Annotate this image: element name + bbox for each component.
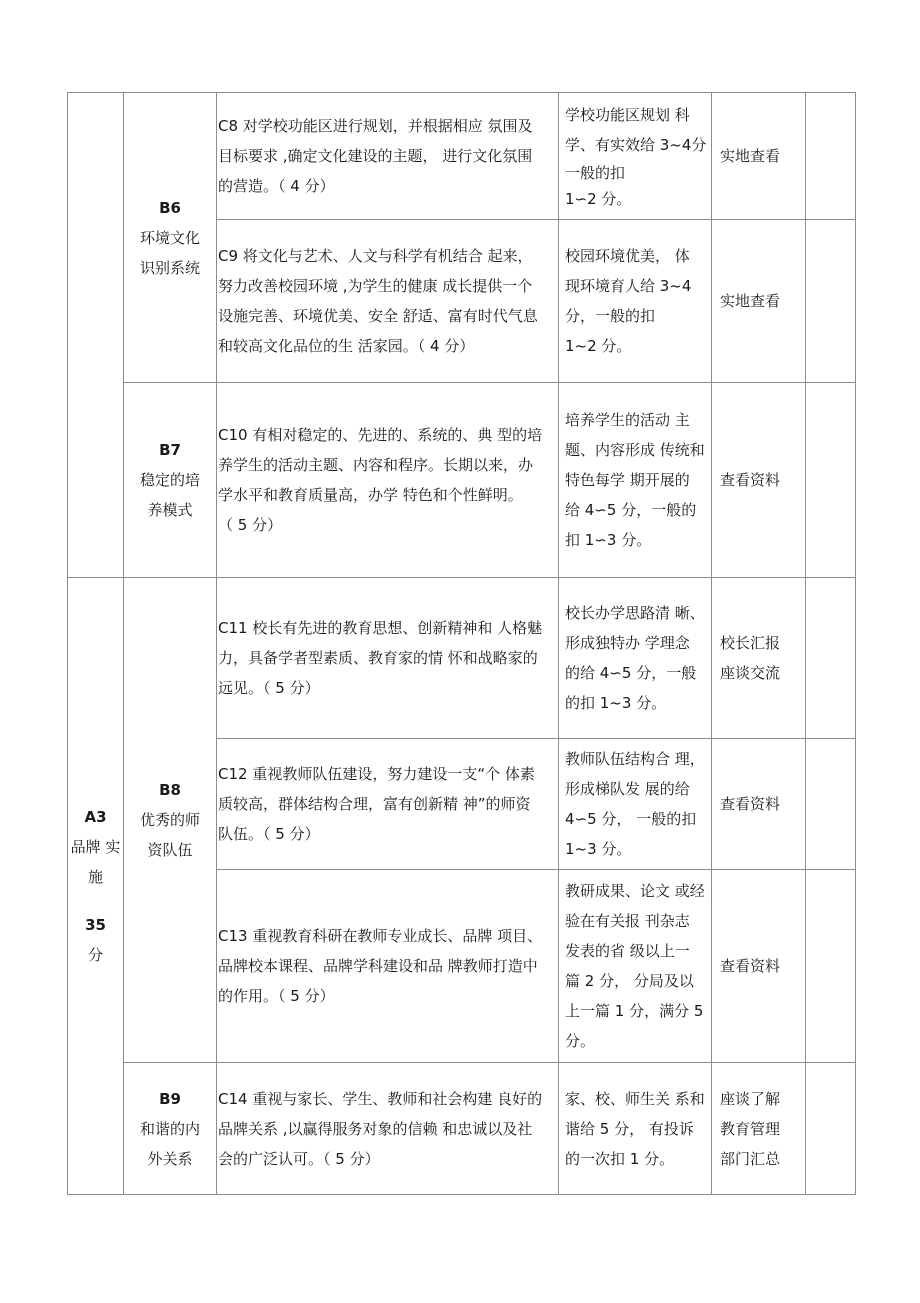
table-row bbox=[68, 93, 856, 220]
category-name: 优秀的师 bbox=[139, 811, 200, 829]
a3-points: 35 bbox=[85, 916, 106, 934]
score-cell-c12 bbox=[806, 739, 856, 870]
scoring-c9: 校园环境优美， 体 现环境育人给 3~4 分，一般的扣 1~2 分。 bbox=[559, 220, 712, 383]
category-b8-cell bbox=[124, 578, 217, 1063]
method-c14: 座谈了解 教育管理 部门汇总 bbox=[712, 1063, 806, 1195]
category-b6-cell bbox=[124, 93, 217, 383]
scoring-c13: 教研成果、论文 或经 验在有关报 刊杂志 发表的省 级以上一 篇 2 分， 分局及以 上一篇 1 分，满分 5 分。 bbox=[559, 870, 712, 1063]
a3-code: A3 bbox=[84, 808, 107, 826]
criterion-c13: C13 重视教育科研在教师专业成长、品牌 项目、 品牌校本课程、品牌学科建设和品 牌教师打造中 的作用。（ 5 分） bbox=[217, 870, 559, 1063]
a3-name: 施 bbox=[87, 868, 103, 886]
criterion-c9: C9 将文化与艺术、人文与科学有机结合 起来， 努力改善校园环境 ,为学生的健康 成长提供一个 设施完善、环境优美、安全 舒适、富有时代气息 和较高文化品位的生 活家园。（ 4 分） bbox=[217, 220, 559, 383]
category-name: 稳定的培 bbox=[139, 471, 200, 489]
criterion-c10: C10 有相对稳定的、先进的、系统的、典 型的培 养学生的活动主题、内容和程序。长期以来，办 学水平和教育质量高，办学 特色和个性鲜明。 （ 5 分） bbox=[217, 383, 559, 578]
category-code: B9 bbox=[159, 1089, 181, 1108]
score-cell-c14 bbox=[806, 1063, 856, 1195]
scoring-c12: 教师队伍结构合 理， 形成梯队发 展的给 4∽5 分， 一般的扣 1~3 分。 bbox=[559, 739, 712, 870]
method-c11: 校长汇报 座谈交流 bbox=[712, 578, 806, 739]
category-name: 和谐的内 bbox=[139, 1119, 200, 1138]
score-cell-c13 bbox=[806, 870, 856, 1063]
category-b7-cell bbox=[124, 383, 217, 578]
category-name: 外关系 bbox=[147, 1149, 193, 1168]
scoring-c10: 培养学生的活动 主 题、内容形成 传统和 特色每学 期开展的 给 4∽5 分，一般的 扣 1∽3 分。 bbox=[559, 383, 712, 578]
method-c13: 查看资料 bbox=[712, 870, 806, 1063]
method-c8: 实地查看 bbox=[712, 93, 806, 220]
scoring-c14: 家、校、师生关 系和 谐给 5 分， 有投诉 的一次扣 1 分。 bbox=[559, 1063, 712, 1195]
category-code: B6 bbox=[159, 198, 181, 217]
a3-name: 品牌 实 bbox=[70, 838, 121, 856]
a2-cell-continued bbox=[68, 93, 124, 578]
table-row bbox=[68, 578, 856, 739]
scoring-c11: 校长办学思路清 晰、 形成独特办 学理念 的给 4∽5 分，一般 的扣 1~3 分。 bbox=[559, 578, 712, 739]
criterion-c11: C11 校长有先进的教育思想、创新精神和 人格魅 力，具备学者型素质、教育家的情 怀和战略家的 远见。（ 5 分） bbox=[217, 578, 559, 739]
evaluation-table bbox=[67, 92, 856, 1195]
score-cell-c10 bbox=[806, 383, 856, 578]
criterion-c8: C8 对学校功能区进行规划，并根据相应 氛围及 目标要求 ,确定文化建设的主题， 进行文化氛围 的营造。（ 4 分） bbox=[217, 93, 559, 220]
category-name: 环境文化 bbox=[139, 228, 200, 247]
category-a3-cell bbox=[68, 578, 124, 1195]
criterion-c14: C14 重视与家长、学生、教师和社会构建 良好的 品牌关系 ,以赢得服务对象的信赖 和忠诚以及社 会的广泛认可。（ 5 分） bbox=[217, 1063, 559, 1195]
category-name: 资队伍 bbox=[147, 841, 193, 859]
category-code: B7 bbox=[159, 441, 181, 459]
a3-points-unit: 分 bbox=[87, 946, 103, 964]
table-row bbox=[68, 1063, 856, 1195]
table-row bbox=[68, 383, 856, 578]
category-name: 识别系统 bbox=[139, 258, 200, 277]
method-c12: 查看资料 bbox=[712, 739, 806, 870]
score-cell-c11 bbox=[806, 578, 856, 739]
category-code: B8 bbox=[159, 781, 181, 799]
score-cell-c9 bbox=[806, 220, 856, 383]
method-c9: 实地查看 bbox=[712, 220, 806, 383]
scoring-c8: 学校功能区规划 科 学、有实效给 3~4分 一般的扣 1∽2 分。 bbox=[559, 93, 712, 220]
category-b9-cell bbox=[124, 1063, 217, 1195]
criterion-c12: C12 重视教师队伍建设，努力建设一支“个 体素 质较高，群体结构合理，富有创新精 神”的师资 队伍。（ 5 分） bbox=[217, 739, 559, 870]
score-cell-c8 bbox=[806, 93, 856, 220]
method-c10: 查看资料 bbox=[712, 383, 806, 578]
category-name: 养模式 bbox=[147, 501, 193, 519]
